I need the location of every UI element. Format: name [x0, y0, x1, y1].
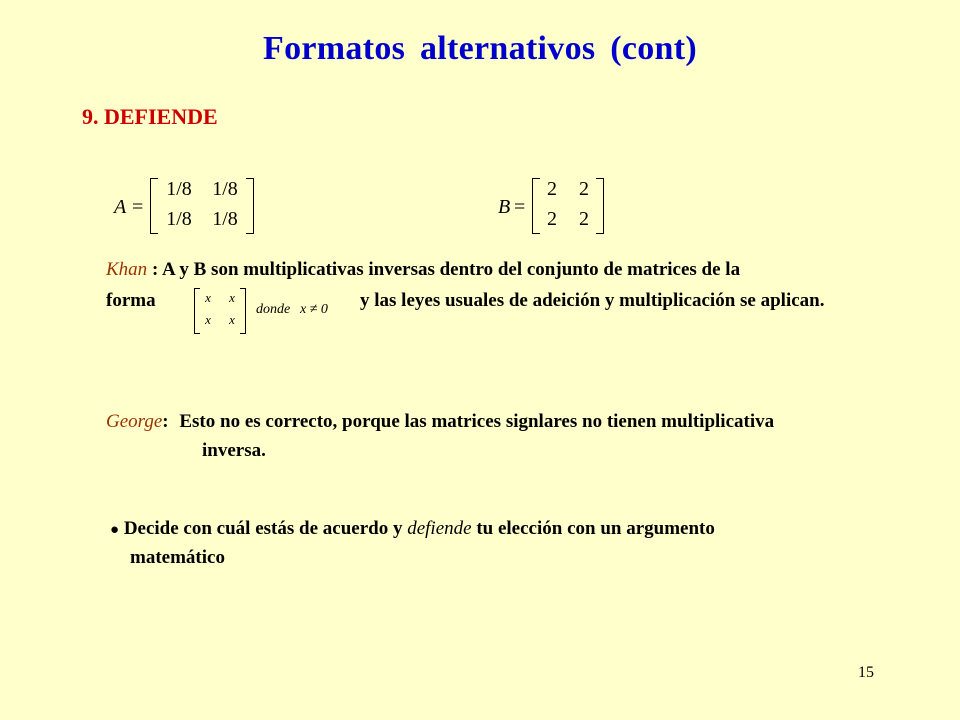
khan-line-2: y las leyes usuales de adeición y multiplicación se aplican.: [360, 290, 825, 311]
matrix-b-cell-r1c2: 2: [579, 178, 589, 200]
matrix-a-cell-r1c2: 1/8: [212, 178, 238, 200]
small-matrix-right-bracket: [240, 288, 246, 334]
prompt-line-2: matemático: [130, 547, 225, 568]
slide-title: Formatos alternativos (cont): [263, 30, 697, 67]
prompt-text-pre: Decide con cuál estás de acuerdo y: [123, 518, 408, 539]
prompt-bullet: ●: [110, 522, 120, 538]
george-line-2: inversa.: [202, 440, 266, 461]
matrix-a-label: A: [114, 196, 127, 218]
matrix-a-left-bracket: [150, 178, 158, 234]
khan-forma-label: forma: [106, 290, 156, 311]
matrix-a-equation: [114, 178, 264, 234]
khan-text-1: : A y B son multiplicativas inversas dentro del conjunto de matrices de la: [147, 259, 741, 280]
matrix-b-label: B: [498, 196, 511, 218]
prompt-text-post: tu elección con un argumento: [471, 518, 715, 539]
matrix-a-cell-r2c2: 1/8: [212, 208, 238, 230]
small-matrix-condition-word: donde: [256, 302, 291, 317]
matrix-a-equals: =: [132, 196, 144, 218]
small-matrix-cell-r2c2: x: [229, 312, 235, 327]
matrix-b: [532, 178, 604, 234]
prompt-text-emphasis: defiende: [407, 518, 472, 539]
small-matrix-cell-r1c1: x: [205, 290, 211, 305]
khan-line-1: [106, 259, 740, 281]
section-heading: 9. DEFIENDE: [82, 104, 218, 129]
matrix-b-equals: =: [514, 196, 526, 218]
george-line-1: [106, 411, 774, 433]
khan-small-matrix: [194, 288, 246, 334]
matrix-a: [150, 178, 254, 234]
small-matrix-cell-r1c2: x: [229, 290, 235, 305]
matrix-b-cell-r1c1: 2: [547, 178, 557, 200]
khan-small-matrix-expression: [194, 288, 354, 336]
matrix-b-equation: [498, 178, 618, 234]
george-text-1: Esto no es correcto, porque las matrices signlares no tienen multiplicativa: [179, 411, 775, 432]
matrix-a-cell-r2c1: 1/8: [166, 208, 192, 230]
matrix-b-left-bracket: [532, 178, 540, 234]
matrix-b-cell-r2c2: 2: [579, 208, 589, 230]
matrix-a-right-bracket: [246, 178, 254, 234]
george-colon: :: [162, 411, 169, 432]
matrix-b-cell-r2c1: 2: [547, 208, 557, 230]
prompt-line-1: [110, 518, 715, 540]
small-matrix-condition: x ≠ 0: [300, 302, 328, 317]
george-name: George: [106, 411, 163, 432]
small-matrix-cell-r2c1: x: [205, 312, 211, 327]
matrix-a-cell-r1c1: 1/8: [166, 178, 192, 200]
page-number: 15: [858, 664, 874, 681]
khan-name: Khan: [106, 259, 148, 280]
matrix-b-right-bracket: [596, 178, 604, 234]
